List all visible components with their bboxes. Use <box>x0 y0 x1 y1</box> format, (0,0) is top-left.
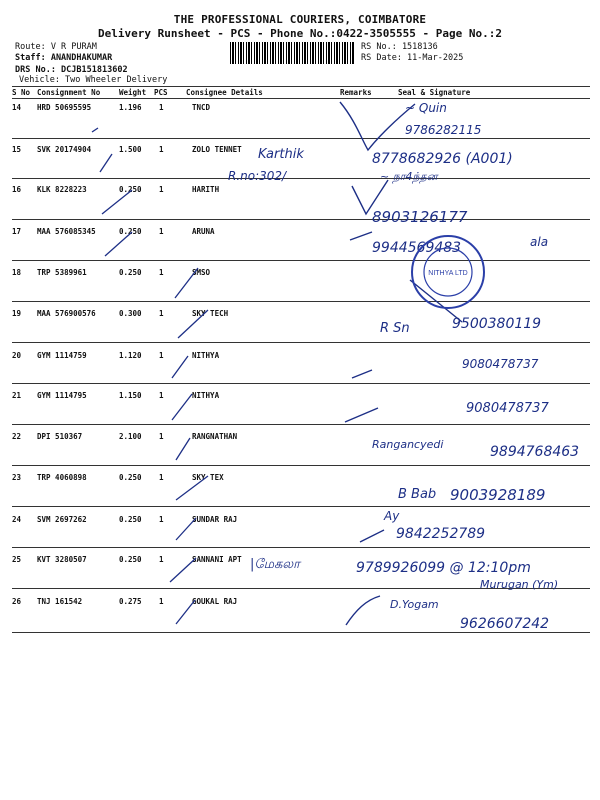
row-rule <box>12 632 590 633</box>
row-rule <box>12 424 590 425</box>
col-weight: Weight <box>119 88 147 97</box>
row-consignment: KLK 8228223 <box>37 185 87 194</box>
row-pcs: 1 <box>159 473 164 482</box>
row-weight: 1.120 <box>119 351 142 360</box>
row-weight: 0.300 <box>119 309 142 318</box>
phone-number: 9786282115 <box>405 123 482 137</box>
row-pcs: 1 <box>159 227 164 236</box>
row-consignee: SUNDAR RAJ <box>192 515 238 524</box>
row-consignment: TRP 5389961 <box>37 268 87 277</box>
row-sno: 24 <box>12 515 22 524</box>
row-consignment: GYM 1114795 <box>37 391 87 400</box>
row-sno: 25 <box>12 555 22 564</box>
row-weight: 0.250 <box>119 185 142 194</box>
handwritten-note: Karthik <box>258 147 304 162</box>
table-row <box>12 309 590 350</box>
signature: ~ Quin <box>405 101 447 115</box>
row-pcs: 1 <box>159 515 164 524</box>
row-consignee: ARUNA <box>192 227 215 236</box>
row-consignment: GYM 1114759 <box>37 351 87 360</box>
handwritten-note: Murugan (Ym) <box>480 578 559 591</box>
row-pcs: 1 <box>159 103 164 112</box>
stamp-text: NITHYA LTD <box>428 270 468 277</box>
row-sno: 26 <box>12 597 22 606</box>
row-weight: 1.150 <box>119 391 142 400</box>
phone-number: 8778682926 (A001) <box>372 151 513 167</box>
row-consignee: ZOLO TENNET <box>192 145 242 154</box>
row-consignment: DPI 510367 <box>37 432 83 441</box>
row-sno: 17 <box>12 227 22 236</box>
row-consignee: HARITH <box>192 185 220 194</box>
signature: Ay <box>384 509 400 523</box>
phone-number: 9500380119 <box>452 316 542 332</box>
row-consignment: KVT 3280507 <box>37 555 87 564</box>
row-rule <box>12 547 590 548</box>
row-consignee: NITHYA <box>192 351 220 360</box>
row-pcs: 1 <box>159 309 164 318</box>
row-sno: 22 <box>12 432 22 441</box>
col-consignee: Consignee Details <box>186 88 263 97</box>
handwritten-note: R.no:302/ <box>228 169 287 183</box>
row-weight: 0.275 <box>119 597 142 606</box>
col-pcs: PCS <box>154 88 168 97</box>
phone-number: 9789926099 @ 12:10pm <box>356 560 531 576</box>
row-weight: 0.250 <box>119 227 142 236</box>
row-consignment: MAA 576900576 <box>37 309 96 318</box>
table-row <box>12 473 590 514</box>
table-row <box>12 268 590 309</box>
row-sno: 21 <box>12 391 22 400</box>
table-row <box>12 555 590 596</box>
phone-number: 9003928189 <box>450 486 546 504</box>
row-pcs: 1 <box>159 391 164 400</box>
row-sno: 20 <box>12 351 22 360</box>
table-row <box>12 391 590 432</box>
row-consignment: TNJ 161542 <box>37 597 83 606</box>
rs-date: RS Date: 11-Mar-2025 <box>361 53 464 63</box>
row-consignment: SVK 20174904 <box>37 145 92 154</box>
header-bottom-rule <box>12 98 590 99</box>
row-rule <box>12 301 590 302</box>
row-pcs: 1 <box>159 268 164 277</box>
drs-number: DRS No.: DCJB151813602 <box>15 65 128 75</box>
row-consignee: SKY TECH <box>192 309 229 318</box>
signature: D.Yogam <box>390 598 439 611</box>
row-consignee: RANGNATHAN <box>192 432 238 441</box>
col-remarks: Remarks <box>340 88 372 97</box>
row-sno: 15 <box>12 145 22 154</box>
signature: ala <box>530 235 549 249</box>
row-sno: 23 <box>12 473 22 482</box>
row-weight: 2.100 <box>119 432 142 441</box>
route-label: Route: V R PURAM <box>15 42 97 52</box>
row-consignment: MAA 576085345 <box>37 227 96 236</box>
signature: Rangancyedi <box>372 438 444 451</box>
row-rule <box>12 506 590 507</box>
row-pcs: 1 <box>159 597 164 606</box>
row-sno: 18 <box>12 268 22 277</box>
row-consignee: SKY TEX <box>192 473 224 482</box>
staff-label: Staff: ANANDHAKUMAR <box>15 53 113 63</box>
row-sno: 14 <box>12 103 22 112</box>
row-consignee: TNCD <box>192 103 211 112</box>
signature: B Bab <box>398 487 437 502</box>
row-consignee: GOUKAL RAJ <box>192 597 238 606</box>
row-weight: 0.250 <box>119 515 142 524</box>
row-weight: 0.250 <box>119 473 142 482</box>
phone-number: 9626607242 <box>460 616 550 632</box>
header-top-rule <box>12 86 590 87</box>
phone-number: 9894768463 <box>490 444 580 460</box>
row-rule <box>12 383 590 384</box>
row-sno: 16 <box>12 185 22 194</box>
col-seal: Seal & Signature <box>398 88 471 97</box>
signature: ~ நா4ந்தன <box>380 170 438 183</box>
row-weight: 1.500 <box>119 145 142 154</box>
row-pcs: 1 <box>159 145 164 154</box>
document-subtitle: Delivery Runsheet - PCS - Phone No.:0422-3505555 - Page No.:2 <box>98 27 502 40</box>
phone-number: 9080478737 <box>462 357 539 371</box>
row-pcs: 1 <box>159 432 164 441</box>
row-sno: 19 <box>12 309 22 318</box>
handwritten-note: R Sn <box>380 321 410 336</box>
document-title: THE PROFESSIONAL COURIERS, COIMBATORE <box>173 13 427 26</box>
row-pcs: 1 <box>159 351 164 360</box>
row-consignment: SVM 2697262 <box>37 515 87 524</box>
row-rule <box>12 219 590 220</box>
table-row <box>12 145 590 186</box>
row-consignee: SANNANI APT <box>192 555 242 564</box>
row-weight: 0.250 <box>119 555 142 564</box>
row-rule <box>12 178 590 179</box>
row-consignment: HRD 50695595 <box>37 103 92 112</box>
row-consignee: SMSO <box>192 268 211 277</box>
row-consignment: TRP 4060898 <box>37 473 87 482</box>
row-rule <box>12 588 590 589</box>
row-weight: 0.250 <box>119 268 142 277</box>
row-rule <box>12 342 590 343</box>
row-pcs: 1 <box>159 555 164 564</box>
row-rule <box>12 138 590 139</box>
rs-number: RS No.: 1518136 <box>361 42 438 52</box>
phone-number: 9944569483 <box>372 240 462 256</box>
handwritten-note: |மேகலா <box>250 557 300 572</box>
phone-number: 9080478737 <box>466 401 549 416</box>
table-row <box>12 227 590 268</box>
row-weight: 1.196 <box>119 103 142 112</box>
table-row <box>12 515 590 556</box>
row-rule <box>12 260 590 261</box>
table-row <box>12 432 590 473</box>
phone-number: 8903126177 <box>372 208 468 226</box>
col-consignment: Consignment No <box>37 88 101 97</box>
barcode <box>230 42 354 64</box>
vehicle-label: Vehicle: Two Wheeler Delivery <box>19 75 168 85</box>
col-sno: S No <box>12 88 31 97</box>
row-pcs: 1 <box>159 185 164 194</box>
row-consignee: NITHYA <box>192 391 220 400</box>
phone-number: 9842252789 <box>396 526 486 542</box>
row-rule <box>12 465 590 466</box>
table-row <box>12 351 590 392</box>
